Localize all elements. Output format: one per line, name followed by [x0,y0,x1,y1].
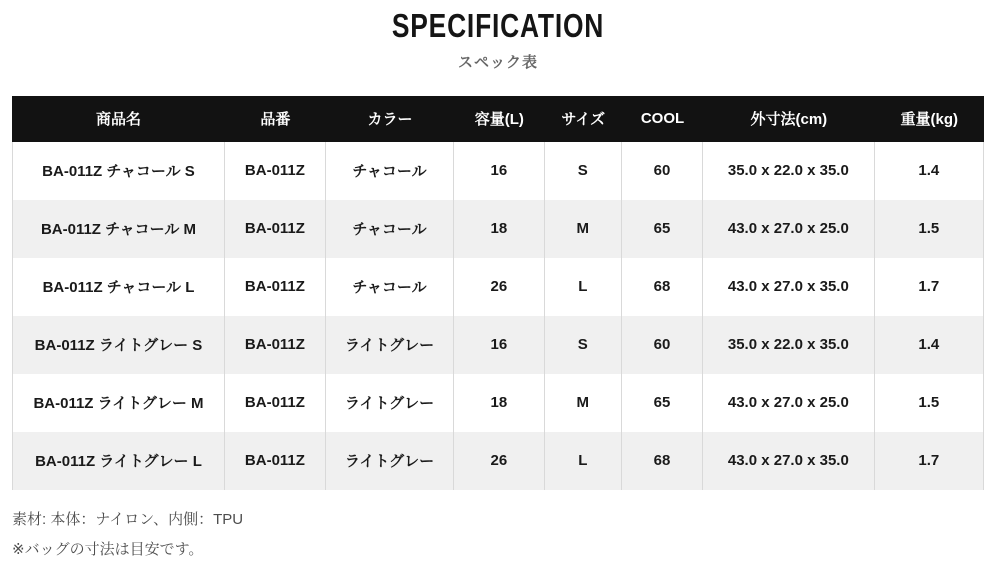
table-cell: BA-011Z [225,374,326,432]
table-cell: BA-011Z チャコール S [12,142,225,200]
table-cell: L [545,432,622,490]
table-cell: 35.0 x 22.0 x 35.0 [703,142,875,200]
column-header-5: COOL [622,96,703,142]
table-cell: BA-011Z [225,142,326,200]
column-header-6: 外寸法(cm) [703,96,875,142]
table-cell: BA-011Z ライトグレー L [12,432,225,490]
disclaimer-note: ※バッグの寸法は目安です。 [12,540,204,558]
table-cell: 43.0 x 27.0 x 35.0 [703,258,875,316]
table-cell: ライトグレー [326,432,454,490]
table-cell: チャコール [326,258,454,316]
table-cell: 60 [622,316,703,374]
table-cell: 26 [454,258,545,316]
table-cell: ライトグレー [326,316,454,374]
spec-table-head [12,96,984,142]
table-cell: BA-011Z ライトグレー S [12,316,225,374]
page-title: SPECIFICATION [391,7,605,44]
table-cell: 26 [454,432,545,490]
table-cell: M [545,200,622,258]
table-cell: 43.0 x 27.0 x 25.0 [703,374,875,432]
table-cell: 1.4 [875,316,984,374]
table-cell: BA-011Z [225,258,326,316]
table-cell: 1.7 [875,258,984,316]
table-cell: 1.5 [875,200,984,258]
table-cell: 18 [454,200,545,258]
column-header-1: 品番 [225,96,326,142]
page-subtitle: スペック表 [457,53,538,71]
table-row [12,316,984,374]
table-cell: 1.5 [875,374,984,432]
table-cell: 1.7 [875,432,984,490]
spec-table-body [12,142,984,490]
material-note: 素材: 本体：ナイロン、内側：TPU [12,510,244,528]
column-header-4: サイズ [545,96,622,142]
table-cell: S [545,316,622,374]
column-header-7: 重量(kg) [875,96,984,142]
column-header-3: 容量(L) [454,96,545,142]
footer-notes [12,505,984,565]
table-cell: BA-011Z [225,200,326,258]
table-header-row [12,96,984,142]
table-cell: 1.4 [875,142,984,200]
table-cell: 65 [622,374,703,432]
table-cell: BA-011Z チャコール L [12,258,225,316]
table-cell: ライトグレー [326,374,454,432]
table-row [12,432,984,490]
table-cell: 60 [622,142,703,200]
column-header-0: 商品名 [12,96,225,142]
spec-table [12,96,984,490]
table-cell: BA-011Z [225,316,326,374]
table-cell: BA-011Z チャコール M [12,200,225,258]
table-row [12,142,984,200]
table-cell: S [545,142,622,200]
table-cell: 43.0 x 27.0 x 35.0 [703,432,875,490]
table-cell: L [545,258,622,316]
table-cell: 68 [622,432,703,490]
table-cell: 35.0 x 22.0 x 35.0 [703,316,875,374]
table-cell: 65 [622,200,703,258]
table-cell: BA-011Z ライトグレー M [12,374,225,432]
table-cell: M [545,374,622,432]
table-row [12,374,984,432]
column-header-2: カラー [326,96,454,142]
table-cell: チャコール [326,200,454,258]
table-cell: 43.0 x 27.0 x 25.0 [703,200,875,258]
table-cell: 16 [454,316,545,374]
table-cell: BA-011Z [225,432,326,490]
table-cell: 18 [454,374,545,432]
table-row [12,258,984,316]
table-cell: チャコール [326,142,454,200]
table-row [12,200,984,258]
table-cell: 68 [622,258,703,316]
table-cell: 16 [454,142,545,200]
